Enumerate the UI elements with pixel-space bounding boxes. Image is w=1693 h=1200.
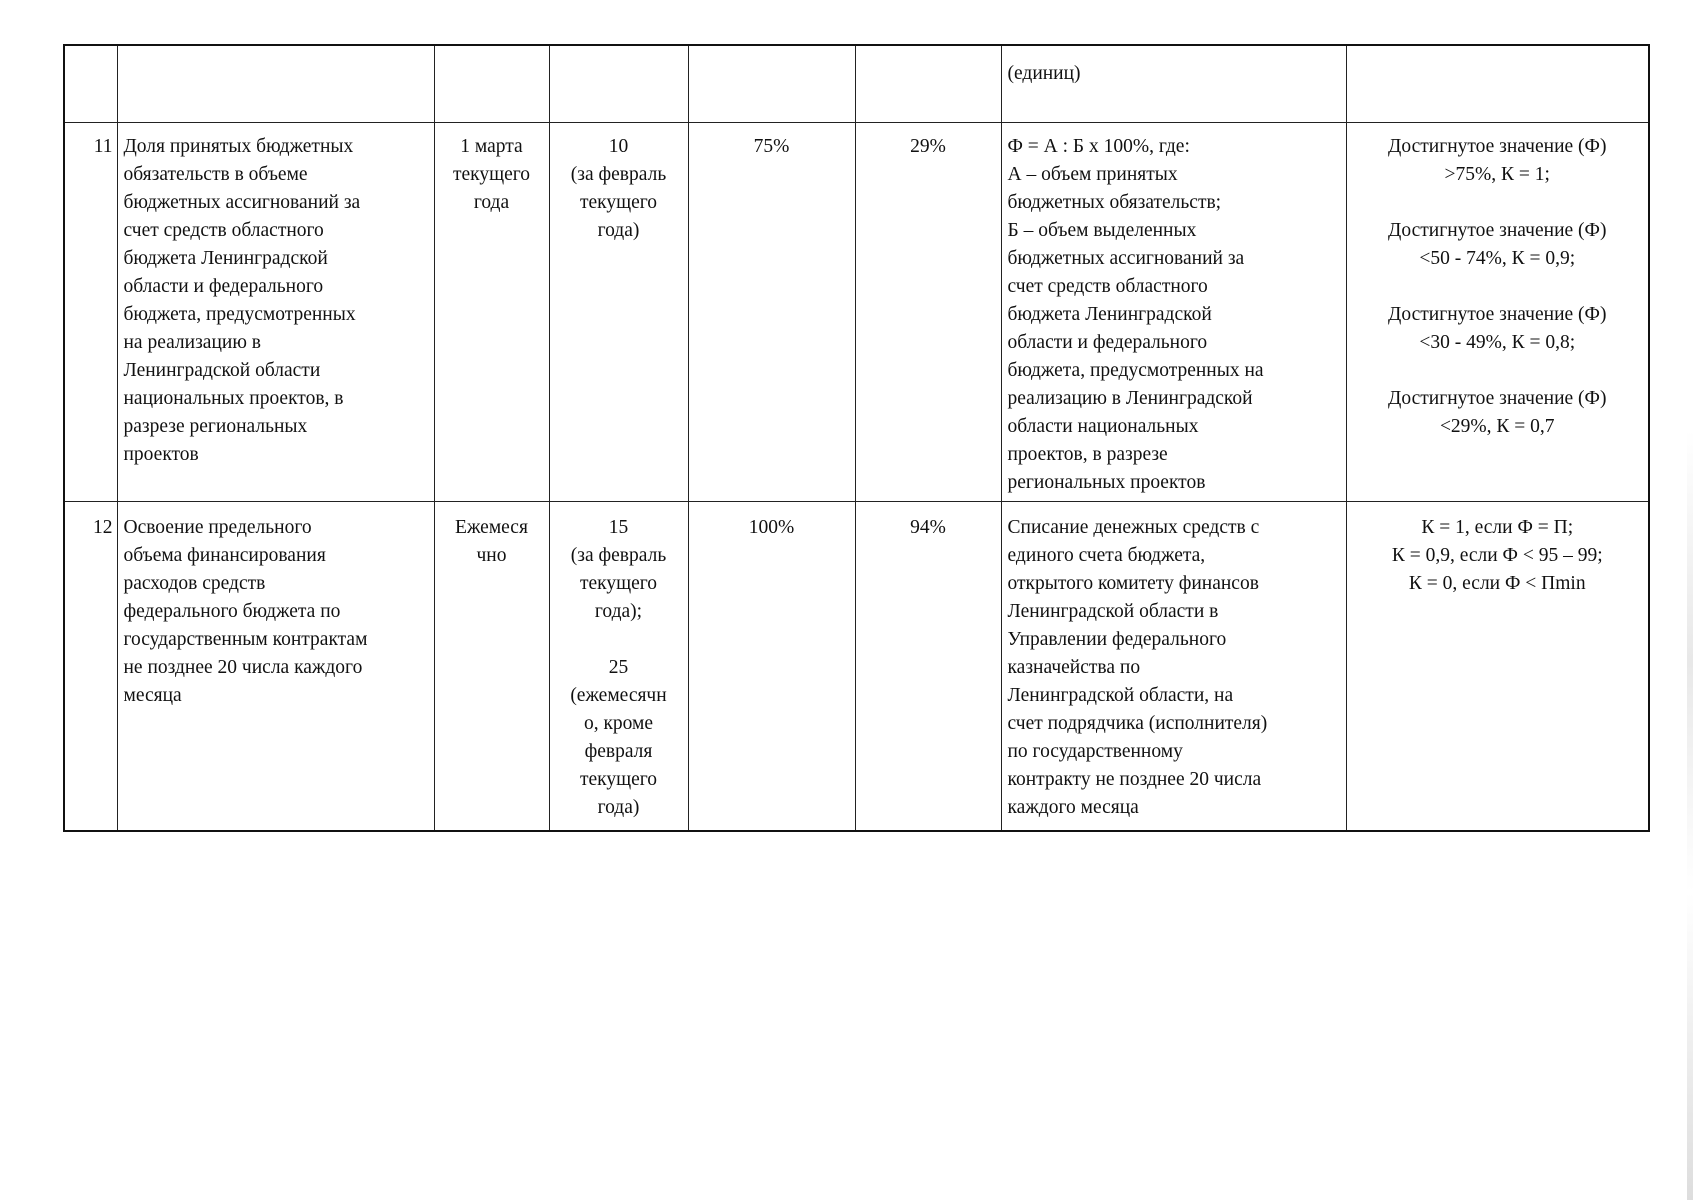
cell-empty	[855, 45, 1001, 123]
table-row	[64, 123, 1649, 502]
cell-empty	[549, 45, 688, 123]
indicator-name: Доля принятых бюджетных обязательств в объеме бюджетных ассигнований за счет средств областного бюджета Ленинградской области и федерального бюджета, предусмотренных на реализацию в Ленинградской области национальных проектов, в разрезе региональных проектов	[117, 123, 434, 502]
actual-value: 94%	[855, 502, 1001, 832]
deadline: Ежемеся чно	[434, 502, 549, 832]
submission-date: 15 (за февраль текущего года); 25 (ежемесячн о, кроме февраля текущего года)	[549, 502, 688, 832]
deadline: 1 марта текущего года	[434, 123, 549, 502]
coefficient-rules: Достигнутое значение (Ф) >75%, К = 1; Достигнутое значение (Ф) <50 - 74%, К = 0,9; Достигнутое значение (Ф) <30 - 49%, К = 0,8; Достигнутое значение (Ф) <29%, К = 0,7	[1346, 123, 1649, 502]
target-value: 75%	[688, 123, 855, 502]
cell-empty	[688, 45, 855, 123]
row-number: 12	[64, 502, 117, 832]
cell-empty	[64, 45, 117, 123]
cell-empty	[117, 45, 434, 123]
formula: Ф = А : Б х 100%, где: А – объем принятых бюджетных обязательств; Б – объем выделенных бюджетных ассигнований за счет средств областного бюджета Ленинградской области и федерального бюджета, предусмотренных на реализацию в Ленинградской области национальных проектов, в разрезе региональных проектов	[1001, 123, 1346, 502]
scan-edge-shadow	[1687, 430, 1693, 1200]
formula: Списание денежных средств с единого счета бюджета, открытого комитету финансов Ленинградской области в Управлении федерального казначейства по Ленинградской области, на счет подрядчика (исполнителя) по государственному контракту не позднее 20 числа каждого месяца	[1001, 502, 1346, 832]
coefficient-rules: К = 1, если Ф = П; К = 0,9, если Ф < 95 – 99; К = 0, если Ф < Пmin	[1346, 502, 1649, 832]
actual-value: 29%	[855, 123, 1001, 502]
submission-date: 10 (за февраль текущего года)	[549, 123, 688, 502]
indicator-name: Освоение предельного объема финансирования расходов средств федерального бюджета по государственным контрактам не позднее 20 числа каждого месяца	[117, 502, 434, 832]
table-header-continuation-row	[64, 45, 1649, 123]
indicators-table	[63, 44, 1650, 832]
cell-empty	[1346, 45, 1649, 123]
target-value: 100%	[688, 502, 855, 832]
table-row	[64, 502, 1649, 832]
cell-empty	[434, 45, 549, 123]
row-number: 11	[64, 123, 117, 502]
unit-note: (единиц)	[1001, 45, 1346, 123]
